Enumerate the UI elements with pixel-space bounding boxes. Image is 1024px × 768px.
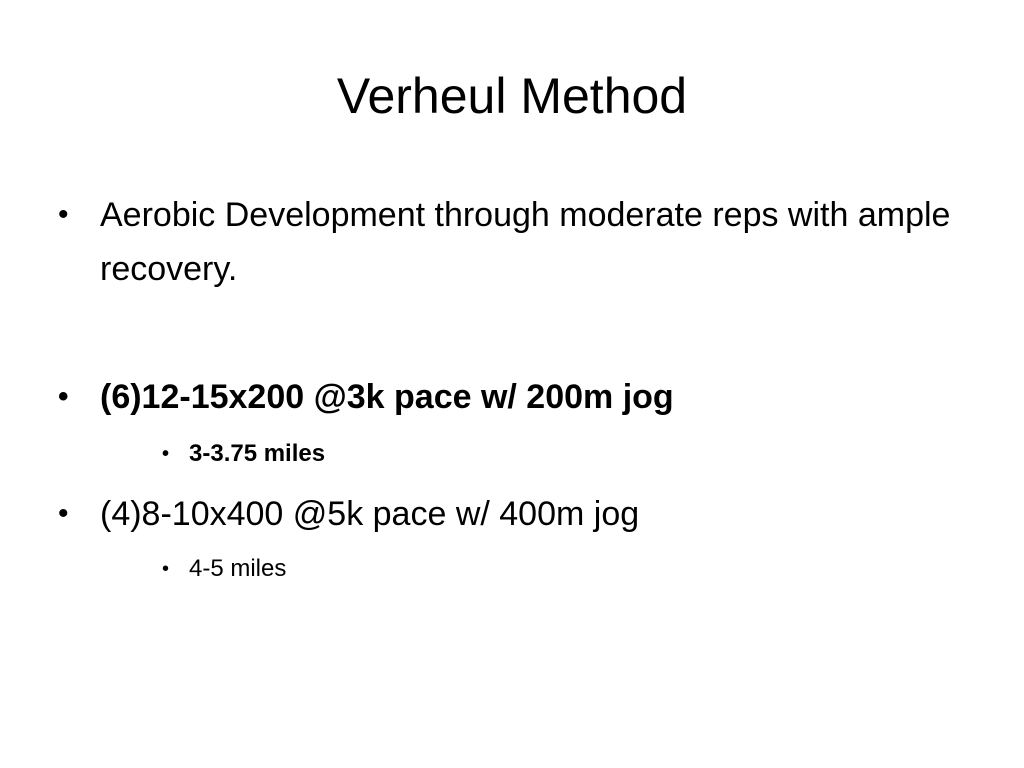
bullet-dot-icon: • [162,558,170,580]
bullet-dot-icon: • [58,380,69,413]
slide-title: Verheul Method [336,68,688,124]
sub-bullet-text: 4-5 miles [189,555,287,582]
sub-bullet-text: 3-3.75 miles [189,440,326,467]
sub-bullet-400m-distance [162,553,862,585]
sub-bullet-200m-distance [162,438,862,470]
bullet-dot-icon: • [58,198,69,231]
bullet-dot-icon: • [58,497,69,530]
bullet-text: (6)12-15x200 @3k pace w/ 200m jog [100,378,674,416]
bullet-400m-reps [58,487,958,541]
bullet-text: (4)8-10x400 @5k pace w/ 400m jog [100,495,640,533]
bullet-aerobic-development [58,188,958,296]
bullet-text: Aerobic Development through moderate reps with ample recovery. [100,196,951,288]
bullet-dot-icon: • [162,443,170,465]
bullet-200m-reps [58,370,958,424]
